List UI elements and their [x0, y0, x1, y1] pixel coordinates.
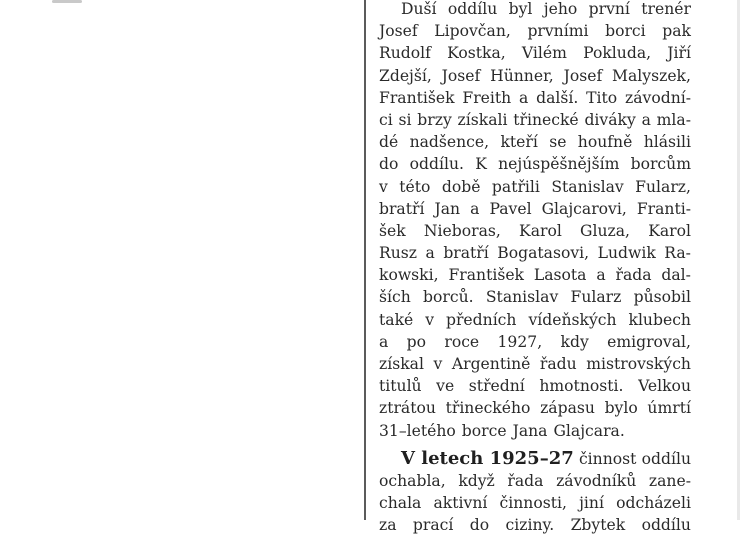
text-line — [379, 309, 691, 331]
word: činnosti, — [499, 494, 567, 513]
word: v — [433, 355, 443, 373]
word: další. — [536, 88, 579, 107]
text-line — [379, 65, 691, 87]
word: ztrátou — [379, 399, 436, 418]
word: pak — [662, 22, 691, 41]
word: borcům — [630, 155, 691, 174]
word: Jan — [434, 199, 461, 218]
word: ci — [379, 110, 393, 129]
word: řada — [507, 471, 544, 490]
word: Jiří — [667, 44, 691, 63]
word: Josef — [563, 66, 603, 85]
word: Stanislav — [485, 288, 559, 307]
word: jiní — [579, 494, 604, 513]
word: činnost — [578, 449, 637, 468]
word: v — [425, 310, 435, 329]
word: Ra- — [664, 244, 691, 263]
word: Stanislav — [551, 177, 624, 196]
word: Fularz, — [635, 177, 691, 196]
word: a — [596, 266, 606, 285]
word: chala — [379, 494, 422, 513]
word: Tito — [586, 88, 618, 107]
word: Karol — [648, 221, 691, 240]
word: Karol — [519, 221, 562, 240]
text-line — [379, 87, 691, 109]
word: nadšence, — [409, 133, 490, 152]
word: se — [549, 133, 567, 152]
word: aktivní — [433, 494, 488, 513]
word: Zbytek — [570, 516, 626, 535]
paragraph — [379, 0, 691, 442]
word: patřili — [491, 177, 540, 196]
word: Velkou — [638, 377, 691, 396]
text-line — [379, 448, 691, 470]
word: ochabla, — [379, 471, 446, 490]
word: třineckého — [445, 399, 531, 418]
word: oddílu — [641, 449, 691, 468]
word: oddílu. — [409, 155, 464, 174]
word: kowski, — [379, 266, 439, 285]
word: v — [379, 177, 388, 196]
word: Gluza, — [580, 221, 630, 240]
word: Lasota — [533, 266, 587, 285]
paragraph-lead: V letech 1925–27 — [401, 447, 574, 469]
text-line — [379, 397, 691, 419]
text-line — [379, 20, 691, 42]
word: zápasu — [540, 399, 595, 418]
word: klubech — [628, 310, 691, 329]
word: borce — [461, 421, 507, 440]
word: Vilém — [521, 44, 567, 63]
text-line — [379, 353, 691, 375]
word: houfně — [577, 133, 633, 152]
word: a — [519, 88, 529, 107]
word: oddílu — [641, 516, 691, 535]
word: zane- — [648, 471, 691, 490]
word: trenér — [641, 0, 691, 18]
word: Josef — [379, 22, 418, 41]
word: František — [379, 88, 455, 107]
word: odcházeli — [616, 494, 691, 513]
word: byl — [508, 0, 533, 18]
word: kteří — [500, 133, 538, 152]
word: kdy — [560, 332, 589, 351]
text-line — [379, 470, 691, 492]
text-line — [379, 198, 691, 220]
word: Malyszek, — [612, 66, 691, 85]
word: získali — [457, 110, 508, 129]
text-line — [379, 420, 691, 442]
word: dé — [379, 133, 399, 152]
word: Pavel — [489, 199, 532, 218]
word: oddílu — [447, 0, 498, 18]
word: závodní- — [625, 88, 691, 107]
word: za — [379, 516, 397, 535]
word: Nieboras, — [423, 221, 501, 240]
text-line — [379, 264, 691, 286]
word: řada — [615, 266, 652, 285]
word: si — [398, 110, 412, 129]
word: době — [441, 177, 481, 196]
word: šek — [379, 221, 406, 240]
word: bratří — [379, 199, 425, 218]
word: bratří — [443, 244, 489, 263]
word: střední — [468, 377, 525, 396]
text-line — [379, 331, 691, 353]
word: a — [470, 199, 480, 218]
text-line — [379, 176, 691, 198]
word: předních — [446, 310, 517, 329]
word: ciziny. — [505, 516, 555, 535]
text-line — [379, 492, 691, 514]
word: prací — [412, 516, 454, 535]
word: řadu — [539, 355, 577, 373]
word: když — [458, 471, 495, 490]
word: do — [379, 155, 399, 174]
text-line — [379, 375, 691, 397]
word: Fularz — [570, 288, 622, 307]
word: mistrovských — [586, 355, 691, 373]
word: Rudolf — [379, 44, 431, 63]
text-line — [379, 109, 691, 131]
word: Hünner, — [490, 66, 554, 85]
word: do — [469, 516, 490, 535]
word: úmrtí — [647, 399, 691, 418]
word: nejúspěšnějším — [498, 155, 620, 174]
text-line — [379, 514, 691, 536]
word: Freith — [462, 88, 512, 107]
word: Bogatasovi, — [497, 244, 590, 263]
word: brzy — [417, 110, 452, 129]
word: roce — [444, 332, 480, 351]
word: diváky — [584, 110, 636, 129]
word: borců. — [423, 288, 474, 307]
word: jeho — [543, 0, 578, 18]
word: Pokluda, — [583, 44, 652, 63]
column-rule — [364, 0, 366, 520]
word: bylo — [604, 399, 638, 418]
word: Josef — [441, 66, 481, 85]
word: této — [399, 177, 431, 196]
word: a — [379, 332, 389, 351]
text-line — [379, 242, 691, 264]
word: Lipovčan, — [434, 22, 511, 41]
word: Glajcara. — [553, 421, 625, 440]
word: a — [425, 244, 435, 263]
word: a — [641, 110, 651, 129]
word: dal- — [661, 266, 691, 285]
word: Kostka, — [447, 44, 506, 63]
word: borci — [605, 22, 646, 41]
word: ších — [379, 288, 411, 307]
word: získal — [379, 355, 424, 373]
word: vídeňských — [528, 310, 617, 329]
scan-mark — [52, 0, 82, 3]
word: také — [379, 310, 414, 329]
text-line — [379, 153, 691, 175]
word: K — [475, 155, 487, 174]
word: 1927, — [497, 332, 543, 351]
word: emigroval, — [607, 332, 691, 351]
text-line — [379, 220, 691, 242]
word: závodníků — [556, 471, 637, 490]
word: mla- — [656, 110, 691, 129]
word: Ludwik — [597, 244, 656, 263]
word: ve — [436, 377, 455, 396]
word: Zdejší, — [379, 66, 432, 85]
word: prvními — [527, 22, 589, 41]
word: František — [448, 266, 525, 285]
word: Glajcarovi, — [541, 199, 627, 218]
word: Argentině — [451, 355, 531, 373]
word: Franti- — [636, 199, 691, 218]
text-line — [379, 131, 691, 153]
word: 31–letého — [379, 421, 456, 440]
text-line — [379, 0, 691, 20]
text-line — [379, 42, 691, 64]
word: hmotnosti. — [539, 377, 624, 396]
word: působil — [633, 288, 691, 307]
word: Duší — [401, 0, 437, 18]
text-line — [379, 286, 691, 308]
word: titulů — [379, 377, 422, 396]
word: po — [406, 332, 427, 351]
word: hlásili — [643, 133, 691, 152]
word: třinecké — [513, 110, 579, 129]
word: první — [588, 0, 630, 18]
word: Rusz — [379, 244, 418, 263]
text-column — [379, 0, 691, 537]
paragraph — [379, 448, 691, 537]
word: Jana — [512, 421, 548, 440]
